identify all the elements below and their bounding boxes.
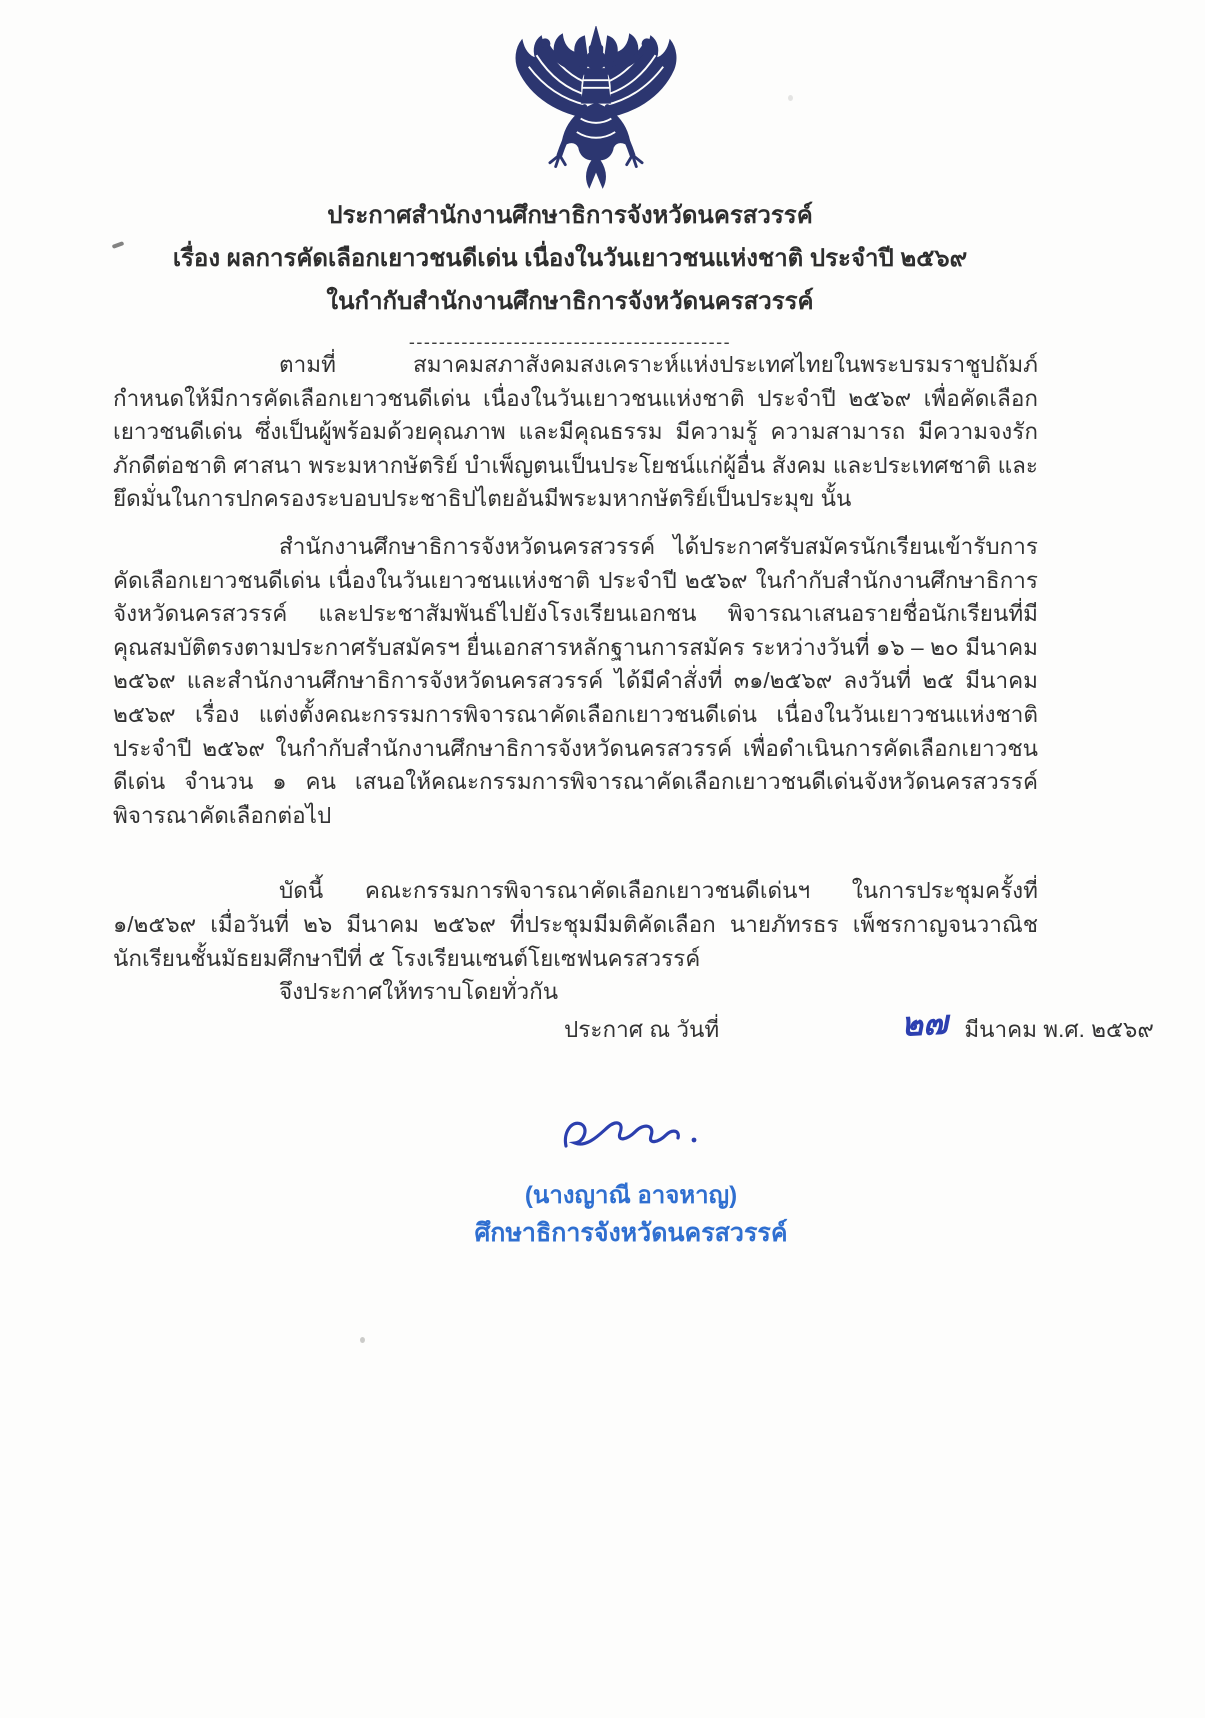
signature-block bbox=[170, 1112, 1092, 1252]
signature-ink-icon bbox=[556, 1112, 706, 1164]
dashed-separator: ------------------------------------------- bbox=[408, 332, 732, 352]
announcement-subtitle: ในกำกับสำนักงานศึกษาธิการจังหวัดนครสวรรค์ bbox=[326, 288, 814, 315]
garuda-emblem-icon bbox=[500, 26, 692, 190]
announcement-title: ประกาศสำนักงานศึกษาธิการจังหวัดนครสวรรค์ bbox=[327, 202, 813, 229]
date-line bbox=[113, 1002, 1154, 1047]
paragraph-2: สำนักงานศึกษาธิการจังหวัดนครสวรรค์ ได้ประกาศรับสมัครนักเรียนเข้ารับการคัดเลือกเยาวชนดีเด่น เนื่องในวันเยาวชนแห่งชาติ ประจำปี ๒๕๖๙ ในกำกับสำนักงานศึกษาธิการจังหวัดนครสวรรค์ และประชาสัมพันธ์ไปยังโรงเรียนเอกชน พิจารณาเสนอรายชื่อนักเรียนที่มีคุณสมบัติตรงตามประกาศรับสมัครฯ ยื่นเอกสารหลักฐานการสมัคร ระหว่างวันที่ ๑๖ – ๒๐ มีนาคม ๒๕๖๙ และสำนักงานศึกษาธิการจังหวัดนครสวรรค์ ได้มีคำสั่งที่ ๓๑/๒๕๖๙ ลงวันที่ ๒๕ มีนาคม ๒๕๖๙ เรื่อง แต่งตั้งคณะกรรมการพิจารณาคัดเลือกเยาวชนดีเด่น เนื่องในวันเยาวชนแห่งชาติ ประจำปี ๒๕๖๙ ในกำกับสำนักงานศึกษาธิการจังหวัดนครสวรรค์ เพื่อดำเนินการคัดเลือกเยาวชนดีเด่น จำนวน ๑ คน เสนอให้คณะกรรมการพิจารณาคัดเลือกเยาวชนดีเด่นจังหวัดนครสวรรค์ พิจารณาคัดเลือกต่อไป bbox=[113, 533, 1038, 828]
closing-statement: จึงประกาศให้ทราบโดยทั่วกัน bbox=[279, 979, 559, 1005]
paragraph-3: บัดนี้ คณะกรรมการพิจารณาคัดเลือกเยาวชนดีเด่นฯ ในการประชุมครั้งที่ ๑/๒๕๖๙ เมื่อวันที่ ๒๖ มีนาคม ๒๕๖๙ ที่ประชุมมีมติคัดเลือก นายภัทรธร เพ็ชรกาญจนวาณิช นักเรียนชั้นมัธยมศึกษาปีที่ ๕ โรงเรียนเซนต์โยเซฟนครสวรรค์ bbox=[113, 878, 1038, 971]
scan-speck bbox=[788, 95, 793, 101]
signer-name: (นางญาณี อาจหาญ) bbox=[524, 1182, 738, 1209]
signer-position: ศึกษาธิการจังหวัดนครสวรรค์ bbox=[474, 1219, 788, 1247]
date-suffix: มีนาคม พ.ศ. ๒๕๖๙ bbox=[964, 1016, 1154, 1042]
date-prefix: ประกาศ ณ วันที่ bbox=[564, 1016, 720, 1042]
document-body bbox=[113, 348, 1154, 1046]
handwritten-day: ๒๗ bbox=[900, 1002, 950, 1044]
scan-speck bbox=[360, 1337, 365, 1343]
title-block bbox=[90, 194, 1050, 357]
announcement-subject: เรื่อง ผลการคัดเลือกเยาวชนดีเด่น เนื่องในวันเยาวชนแห่งชาติ ประจำปี ๒๕๖๙ bbox=[172, 245, 968, 272]
paragraph-1: ตามที่ สมาคมสภาสังคมสงเคราะห์แห่งประเทศไทยในพระบรมราชูปถัมภ์ กำหนดให้มีการคัดเลือกเยาวชนดีเด่น เนื่องในวันเยาวชนแห่งชาติ ประจำปี ๒๕๖๙ เพื่อคัดเลือกเยาวชนดีเด่น ซึ่งเป็นผู้พร้อมด้วยคุณภาพ และมีคุณธรรม มีความรู้ ความสามารถ มีความจงรักภักดีต่อชาติ ศาสนา พระมหากษัตริย์ บำเพ็ญตนเป็นประโยชน์แก่ผู้อื่น สังคม และประเทศชาติ และยึดมั่นในการปกครองระบอบประชาธิปไตยอันมีพระมหากษัตริย์เป็นประมุข นั้น bbox=[113, 352, 1038, 512]
